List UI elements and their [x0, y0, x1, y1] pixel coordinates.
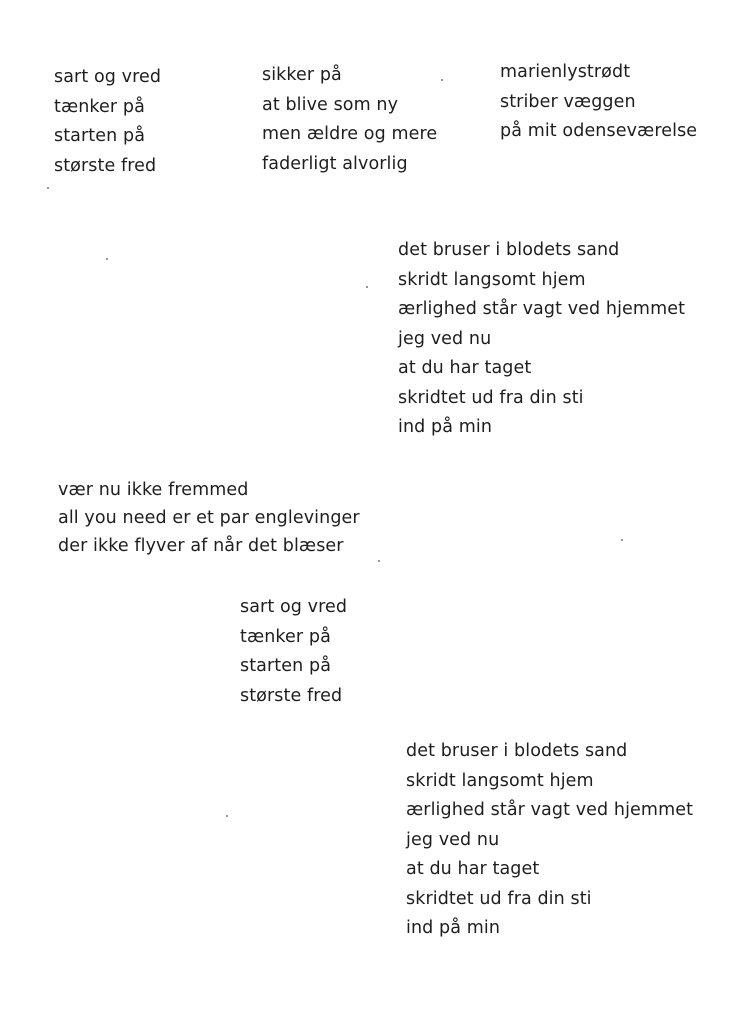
stanza-3 [500, 58, 697, 147]
poem-line: sart og vred [240, 597, 348, 617]
poem-line: ærlighed står vagt ved hjemmet [398, 299, 686, 319]
stanza-7 [406, 737, 693, 944]
scan-speck [621, 539, 623, 541]
poem-line: faderligt alvorlig [262, 153, 408, 174]
poem-line: skridt langsomt hjem [406, 770, 594, 791]
scan-speck [106, 258, 108, 260]
poem-line: det bruser i blodets sand [406, 741, 628, 761]
poem-line: at blive som ny [262, 94, 399, 115]
poem-line: ærlighed står vagt ved hjemmet [406, 800, 694, 820]
scan-speck [47, 187, 49, 189]
poem-line: største fred [54, 155, 157, 176]
scan-speck [366, 286, 368, 288]
poem-line: ind på min [398, 417, 493, 437]
poem-line: sart og vred [54, 67, 162, 87]
scan-speck [378, 560, 380, 562]
poem-line: tænker på [240, 626, 331, 647]
poem-line: største fred [240, 685, 343, 706]
poem-line: starten på [54, 126, 146, 146]
stanza-4 [398, 236, 685, 443]
poem-line: men ældre og mere [262, 124, 438, 144]
stanza-5 [58, 476, 360, 560]
poem-line: at du har taget [398, 358, 532, 378]
poem-line: vær nu ikke fremmed [58, 480, 249, 500]
stanza-2 [262, 61, 437, 179]
poem-line: ind på min [406, 918, 501, 938]
poem-line: all you need er et par englevinger [58, 508, 360, 528]
poem-line: skridt langsomt hjem [398, 269, 586, 290]
poem-line: starten på [240, 656, 332, 676]
poem-line: jeg ved nu [398, 328, 492, 349]
poem-line: striber væggen [500, 91, 636, 112]
poem-line: at du har taget [406, 859, 540, 879]
scan-speck [226, 815, 228, 817]
scan-speck [441, 79, 443, 81]
poem-line: skridtet ud fra din sti [398, 387, 584, 408]
poem-line: på mit odenseværelse [500, 121, 698, 141]
poem-line: der ikke flyver af når det blæser [58, 536, 344, 556]
poem-line: marienlystrødt [500, 62, 631, 82]
poem-line: skridtet ud fra din sti [406, 888, 592, 909]
poem-line: jeg ved nu [406, 829, 500, 850]
poem-line: sikker på [262, 65, 342, 85]
poem-line: tænker på [54, 96, 145, 117]
stanza-6 [240, 593, 347, 711]
stanza-1 [54, 63, 161, 181]
poem-line: det bruser i blodets sand [398, 240, 620, 260]
